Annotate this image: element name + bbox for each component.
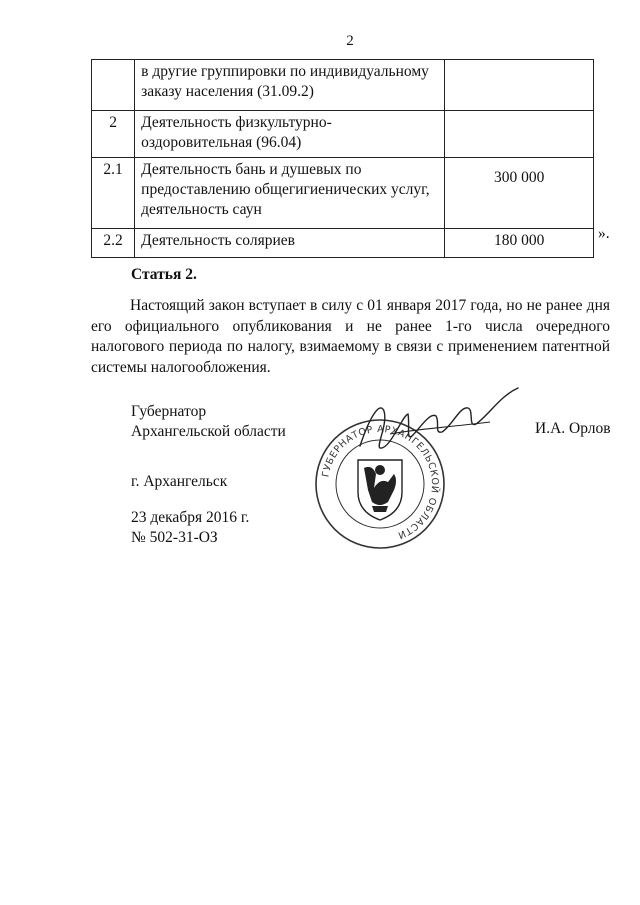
table-row <box>92 158 594 229</box>
tax-rate-table <box>91 59 594 258</box>
signing-date: 23 декабря 2016 г. <box>131 509 250 526</box>
activity-name: в другие группировки по индивидуальному заказу населения (31.09.2) <box>135 60 445 111</box>
table-row <box>92 60 594 111</box>
row-number: 2.1 <box>92 158 135 229</box>
seal-text: ГУБЕРНАТОР АРХАНГЕЛЬСКОЙ ОБЛАСТИ <box>320 423 441 541</box>
page-number: 2 <box>346 33 354 49</box>
closing-quote: ». <box>598 225 610 242</box>
rate-value <box>445 60 594 111</box>
table-row <box>92 111 594 158</box>
signatory-title <box>131 402 286 442</box>
activity-name: Деятельность бань и душевых по предоставлению общегигиенических услуг, деятельность саун <box>135 158 445 229</box>
rate-value <box>445 111 594 158</box>
table-row <box>92 229 594 258</box>
row-number: 2 <box>92 111 135 158</box>
row-number <box>92 60 135 111</box>
handwritten-signature <box>350 376 530 466</box>
rate-value: 300 000 <box>445 158 594 229</box>
law-number: № 502-31-ОЗ <box>131 529 218 546</box>
signatory-title-line2: Архангельской области <box>131 423 286 440</box>
rate-value: 180 000 <box>445 229 594 258</box>
row-number: 2.2 <box>92 229 135 258</box>
coat-of-arms-icon <box>358 460 402 520</box>
date-and-number <box>131 508 249 548</box>
activity-name: Деятельность соляриев <box>135 229 445 258</box>
activity-name: Деятельность физкультурно-оздоровительная (96.04) <box>135 111 445 158</box>
signatory-title-line1: Губернатор <box>131 403 207 420</box>
place-of-signing: г. Архангельск <box>131 473 228 490</box>
article-heading: Статья 2. <box>131 266 197 283</box>
article-text: Настоящий закон вступает в силу с 01 января 2017 года, но не ранее дня его официального опубликования и не ранее 1-го числа очередного налогового периода по налогу, взимаемому в связи с применением патентной системы налогообложения. <box>91 297 610 376</box>
signatory-name: И.А. Орлов <box>535 420 611 437</box>
